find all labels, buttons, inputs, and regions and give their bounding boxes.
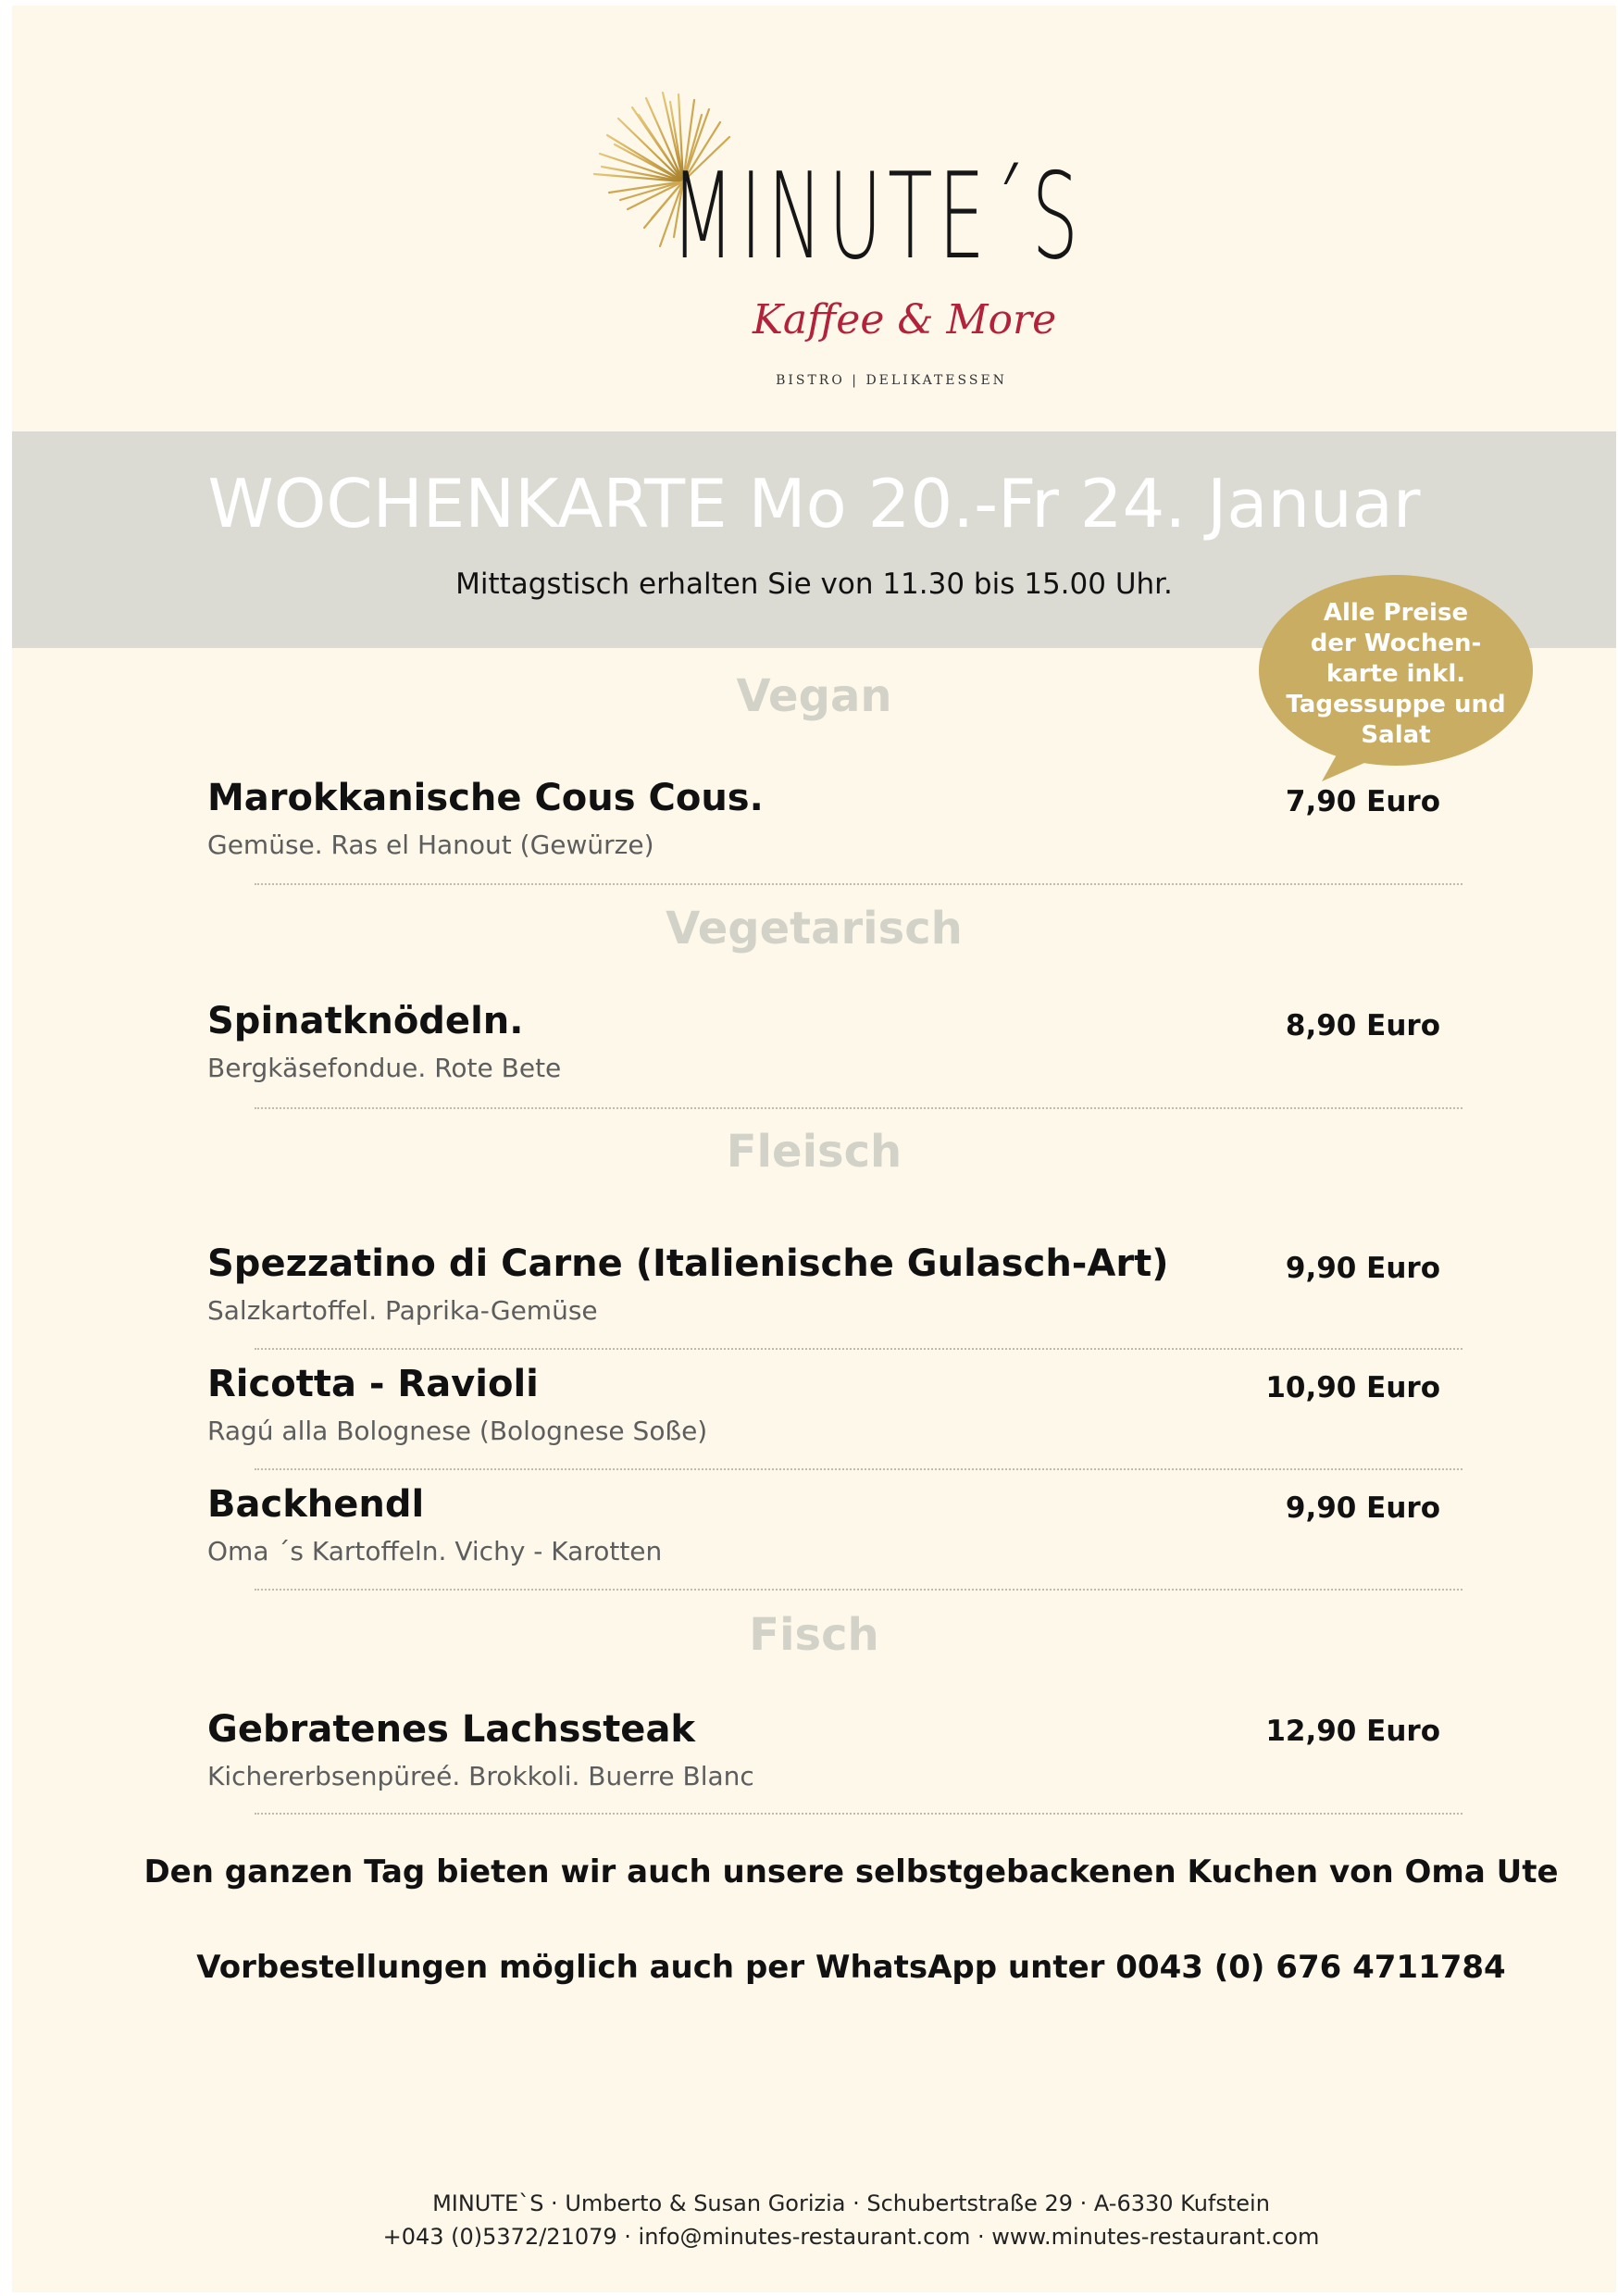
dotted-divider bbox=[255, 1348, 1462, 1350]
page-title: WOCHENKARTE Mo 20.-Fr 24. Januar bbox=[207, 465, 1421, 543]
dish-description: Bergkäsefondue. Rote Bete bbox=[207, 1053, 562, 1083]
category-fisch: Fisch bbox=[749, 1609, 879, 1661]
dish-description: Salzkartoffel. Paprika-Gemüse bbox=[207, 1295, 598, 1326]
dish-name: Spinatknödeln. bbox=[207, 1000, 524, 1042]
dish-name: Backhendl bbox=[207, 1483, 425, 1526]
dotted-divider bbox=[255, 1107, 1462, 1109]
dish-price: 8,90 Euro bbox=[1285, 1009, 1440, 1042]
dish-price: 10,90 Euro bbox=[1265, 1371, 1440, 1404]
dish-name: Ricotta - Ravioli bbox=[207, 1363, 539, 1405]
cake-note: Den ganzen Tag bieten wir auch unsere selbstgebackenen Kuchen von Oma Ute bbox=[143, 1853, 1559, 1890]
dotted-divider bbox=[255, 1589, 1462, 1591]
dish-name: Spezzatino di Carne (Italienische Gulasch-Art) bbox=[207, 1242, 1169, 1285]
dotted-divider bbox=[255, 1813, 1462, 1815]
dish-name: Marokkanische Cous Cous. bbox=[207, 777, 764, 819]
dish-description: Kichererbsenpüreé. Brokkoli. Buerre Blanc bbox=[207, 1761, 754, 1791]
dish-description: Ragú alla Bolognese (Bolognese Soße) bbox=[207, 1416, 708, 1446]
logo-script-tagline: Kaffee & More bbox=[753, 296, 1057, 343]
dish-price: 7,90 Euro bbox=[1285, 785, 1440, 818]
dotted-divider bbox=[255, 1468, 1462, 1470]
dish-description: Gemüse. Ras el Hanout (Gewürze) bbox=[207, 830, 654, 860]
menu-page bbox=[12, 6, 1616, 2292]
logo-wordmark: MINUTE´S bbox=[671, 148, 1085, 286]
dish-price: 12,90 Euro bbox=[1265, 1715, 1440, 1748]
lunch-hours-text: Mittagstisch erhalten Sie von 11.30 bis 15.00 Uhr. bbox=[455, 568, 1173, 601]
footer-address: MINUTE`S · Umberto & Susan Gorizia · Schubertstraße 29 · A-6330 Kufstein bbox=[432, 2190, 1270, 2216]
dotted-divider bbox=[255, 883, 1462, 885]
logo-subtitle: BISTRO | DELIKATESSEN bbox=[776, 373, 1007, 388]
category-fleisch: Fleisch bbox=[726, 1126, 902, 1178]
dish-description: Oma ´s Kartoffeln. Vichy - Karotten bbox=[207, 1536, 663, 1566]
category-vegetarisch: Vegetarisch bbox=[666, 903, 963, 955]
dish-price: 9,90 Euro bbox=[1285, 1252, 1440, 1285]
category-vegan: Vegan bbox=[736, 670, 892, 722]
dish-name: Gebratenes Lachssteak bbox=[207, 1708, 696, 1751]
whatsapp-note: Vorbestellungen möglich auch per WhatsApp unter 0043 (0) 676 4711784 bbox=[196, 1949, 1506, 1986]
price-info-text: Alle Preise der Wochen- karte inkl. Tagessuppe und Salat bbox=[1286, 599, 1506, 749]
footer-contact: +043 (0)5372/21079 · info@minutes-restaurant.com · www.minutes-restaurant.com bbox=[382, 2224, 1320, 2250]
dish-price: 9,90 Euro bbox=[1285, 1491, 1440, 1525]
